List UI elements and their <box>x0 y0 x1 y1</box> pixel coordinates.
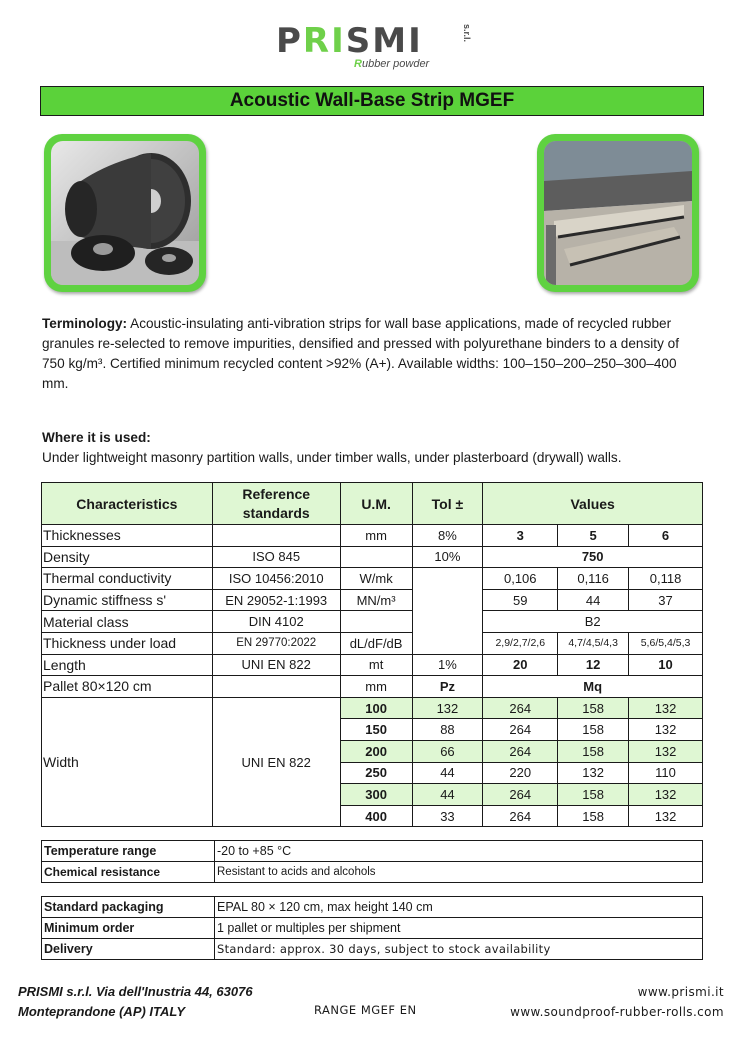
row-label: Pallet 80×120 cm <box>42 676 213 698</box>
cell: 10 <box>629 654 703 676</box>
packaging-value: EPAL 80 × 120 cm, max height 140 cm <box>215 897 703 918</box>
logo-wordmark: PRISMI <box>276 21 423 61</box>
cell: 6 <box>629 525 703 547</box>
cell: 158 <box>558 740 629 762</box>
cell: 158 <box>558 805 629 827</box>
cell: Mq <box>483 676 703 698</box>
cell: 88 <box>412 719 483 741</box>
cell: 44 <box>412 784 483 806</box>
cell: EN 29052-1:1993 <box>212 589 340 611</box>
cell: 33 <box>412 805 483 827</box>
logo-srl: s.r.l. <box>462 24 472 43</box>
cell: 5,6/5,4/5,3 <box>629 632 703 654</box>
footer-websites <box>510 982 724 1022</box>
cell: 132 <box>629 784 703 806</box>
product-photo-site <box>537 134 699 292</box>
table-row <box>42 862 703 883</box>
usage-text: Under lightweight masonry partition walls, under timber walls, under plasterboard (drywall) walls. <box>42 450 622 465</box>
cell: 158 <box>558 719 629 741</box>
usage-section <box>42 428 702 468</box>
table-row <box>42 939 703 960</box>
cell: mm <box>340 525 412 547</box>
cell: 20 <box>483 654 558 676</box>
table-row <box>42 611 703 633</box>
header-characteristics: Characteristics <box>42 483 213 525</box>
cell: mt <box>340 654 412 676</box>
cell: 264 <box>483 697 558 719</box>
temperature-label: Temperature range <box>42 841 215 862</box>
cell <box>212 676 340 698</box>
table-row <box>42 918 703 939</box>
header-reference: Reference standards <box>212 483 340 525</box>
footer-address <box>18 982 253 1022</box>
header-tol: Tol ± <box>412 483 483 525</box>
cell: 400 <box>340 805 412 827</box>
cell: W/mk <box>340 568 412 590</box>
cell: UNI EN 822 <box>212 654 340 676</box>
cell: UNI EN 822 <box>212 697 340 827</box>
prismi-logo <box>276 22 476 78</box>
product-photo-rolls <box>44 134 206 292</box>
table-row <box>42 841 703 862</box>
cell: 2,9/2,7/2,6 <box>483 632 558 654</box>
properties-table <box>41 840 703 883</box>
cell: dL/dF/dB <box>340 632 412 654</box>
header-um: U.M. <box>340 483 412 525</box>
cell: 264 <box>483 719 558 741</box>
cell: 3 <box>483 525 558 547</box>
cell: 37 <box>629 589 703 611</box>
cell: MN/m³ <box>340 589 412 611</box>
cell: ISO 845 <box>212 546 340 568</box>
cell: 200 <box>340 740 412 762</box>
cell: 59 <box>483 589 558 611</box>
cell: 150 <box>340 719 412 741</box>
row-label: Width <box>42 697 213 827</box>
row-label: Length <box>42 654 213 676</box>
table-row <box>42 897 703 918</box>
cell: 12 <box>558 654 629 676</box>
table-row <box>42 654 703 676</box>
company-city: Monteprandone (AP) ITALY <box>18 1004 186 1019</box>
table-row <box>42 525 703 547</box>
cell: 132 <box>629 805 703 827</box>
specifications-table <box>41 482 703 827</box>
website-link[interactable]: www.soundproof-rubber-rolls.com <box>510 1005 724 1019</box>
row-label: Dynamic stiffness s' <box>42 589 213 611</box>
page-title: Acoustic Wall-Base Strip MGEF <box>229 90 515 111</box>
row-label: Thickness under load <box>42 632 213 654</box>
cell: 66 <box>412 740 483 762</box>
chemical-label: Chemical resistance <box>42 862 215 883</box>
cell: 110 <box>629 762 703 784</box>
row-label: Material class <box>42 611 213 633</box>
cell: 750 <box>483 546 703 568</box>
cell: 264 <box>483 805 558 827</box>
temperature-value: -20 to +85 °C <box>215 841 703 862</box>
cell: Pz <box>412 676 483 698</box>
cell: DIN 4102 <box>212 611 340 633</box>
cell: 0,116 <box>558 568 629 590</box>
cell: 8% <box>412 525 483 547</box>
cell: 0,106 <box>483 568 558 590</box>
table-row <box>42 676 703 698</box>
construction-site-image <box>544 141 692 285</box>
cell: 44 <box>412 762 483 784</box>
cell: 158 <box>558 697 629 719</box>
logo-tagline: Rubber powder <box>354 58 430 70</box>
row-label: Thermal conductivity <box>42 568 213 590</box>
table-row <box>42 546 703 568</box>
cell <box>412 568 483 654</box>
cell: mm <box>340 676 412 698</box>
cell: 5 <box>558 525 629 547</box>
cell: 4,7/4,5/4,3 <box>558 632 629 654</box>
cell: 132 <box>629 740 703 762</box>
cell <box>340 546 412 568</box>
cell: 132 <box>629 697 703 719</box>
delivery-value: Standard: approx. 30 days, subject to stock availability <box>215 939 703 960</box>
cell: 264 <box>483 784 558 806</box>
terminology-label: Terminology: <box>42 316 128 331</box>
rubber-rolls-image <box>51 141 199 285</box>
cell: 10% <box>412 546 483 568</box>
usage-label: Where it is used: <box>42 430 151 445</box>
footer-range: RANGE MGEF EN <box>314 1003 417 1017</box>
table-row <box>42 697 703 719</box>
chemical-value: Resistant to acids and alcohols <box>215 862 703 883</box>
cell: 250 <box>340 762 412 784</box>
cell: ISO 10456:2010 <box>212 568 340 590</box>
cell: 44 <box>558 589 629 611</box>
table-header-row <box>42 483 703 525</box>
cell: 220 <box>483 762 558 784</box>
cell: 100 <box>340 697 412 719</box>
terminology-section <box>42 314 702 394</box>
cell: EN 29770:2022 <box>212 632 340 654</box>
cell: 1% <box>412 654 483 676</box>
table-row <box>42 632 703 654</box>
row-label: Thicknesses <box>42 525 213 547</box>
cell <box>340 611 412 633</box>
table-row <box>42 589 703 611</box>
website-link[interactable]: www.prismi.it <box>637 985 724 999</box>
cell <box>212 525 340 547</box>
minimum-order-value: 1 pallet or multiples per shipment <box>215 918 703 939</box>
table-row <box>42 568 703 590</box>
cell: 132 <box>629 719 703 741</box>
cell: 0,118 <box>629 568 703 590</box>
delivery-label: Delivery <box>42 939 215 960</box>
header-values: Values <box>483 483 703 525</box>
company-address: PRISMI s.r.l. Via dell'Inustria 44, 63076 <box>18 984 253 999</box>
logistics-table <box>41 896 703 960</box>
cell: 132 <box>558 762 629 784</box>
cell: 264 <box>483 740 558 762</box>
row-label: Density <box>42 546 213 568</box>
cell: 300 <box>340 784 412 806</box>
title-bar <box>40 86 704 116</box>
cell: B2 <box>483 611 703 633</box>
packaging-label: Standard packaging <box>42 897 215 918</box>
cell: 158 <box>558 784 629 806</box>
terminology-text: Acoustic-insulating anti-vibration strips for wall base applications, made of recycled rubber granules re-selected to remove impurities, densified and pressed with polyurethane binders to a density of 750 kg/m³. Certified minimum recycled content >92% (A+). Available widths: 100–150–200–250–300–400 mm. <box>42 316 679 391</box>
cell: 132 <box>412 697 483 719</box>
minimum-order-label: Minimum order <box>42 918 215 939</box>
